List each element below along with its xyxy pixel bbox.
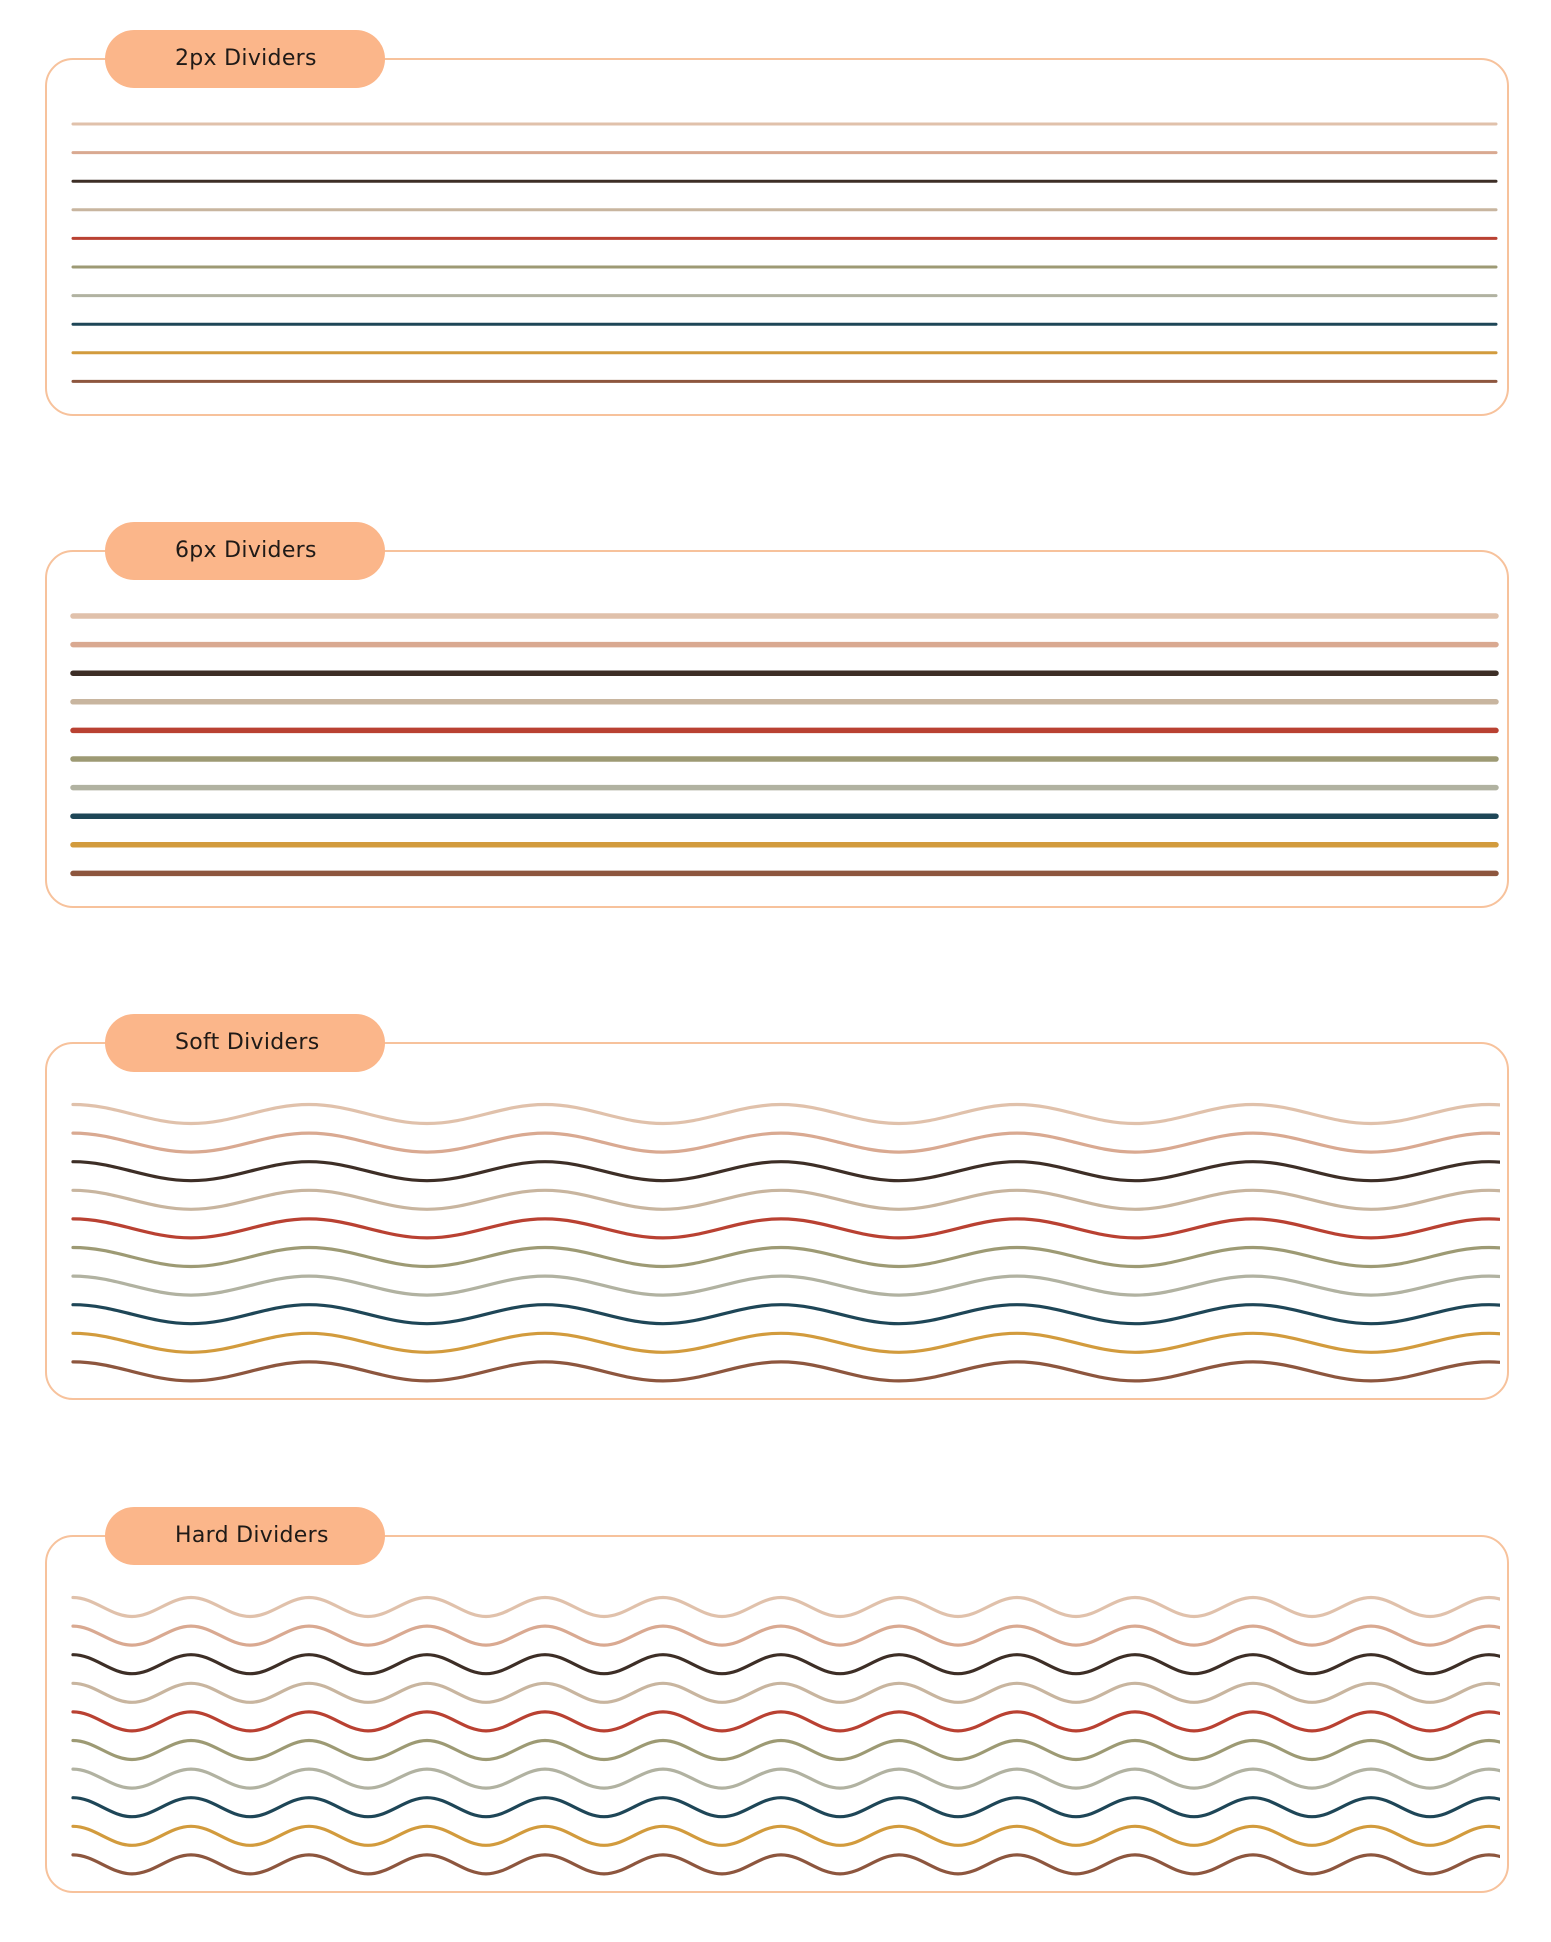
panel-hard-dividers: [45, 1523, 1509, 1893]
divider-line-3: [73, 1162, 1551, 1181]
panel-6px-dividers: [45, 538, 1509, 908]
divider-line-5: [73, 1219, 1551, 1238]
divider-line-7: [73, 1276, 1551, 1295]
divider-group-hard: [47, 1537, 1507, 1891]
divider-line-2: [73, 1626, 1548, 1645]
divider-line-10: [73, 1855, 1548, 1874]
divider-line-7: [73, 1769, 1548, 1788]
divider-line-9: [73, 1826, 1548, 1845]
panel-2px-dividers: [45, 46, 1509, 416]
panel-soft-dividers: [45, 1030, 1509, 1400]
divider-line-1: [73, 1598, 1548, 1617]
divider-line-1: [73, 1105, 1551, 1124]
divider-line-9: [73, 1333, 1551, 1352]
divider-line-8: [73, 1798, 1548, 1817]
panel-label-6px: 6px Dividers: [105, 522, 385, 580]
divider-group-2px: [47, 60, 1507, 414]
divider-line-6: [73, 1741, 1548, 1760]
divider-line-2: [73, 1133, 1551, 1152]
divider-line-6: [73, 1248, 1551, 1267]
divider-line-3: [73, 1655, 1548, 1674]
divider-group-6px: [47, 552, 1507, 906]
panel-label-hard: Hard Dividers: [105, 1507, 385, 1565]
panel-label-2px: 2px Dividers: [105, 30, 385, 88]
divider-group-soft: [47, 1044, 1507, 1398]
divider-line-10: [73, 1362, 1551, 1381]
divider-line-8: [73, 1305, 1551, 1324]
divider-line-4: [73, 1683, 1548, 1702]
panel-label-soft: Soft Dividers: [105, 1014, 385, 1072]
divider-line-5: [73, 1712, 1548, 1731]
divider-line-4: [73, 1190, 1551, 1209]
